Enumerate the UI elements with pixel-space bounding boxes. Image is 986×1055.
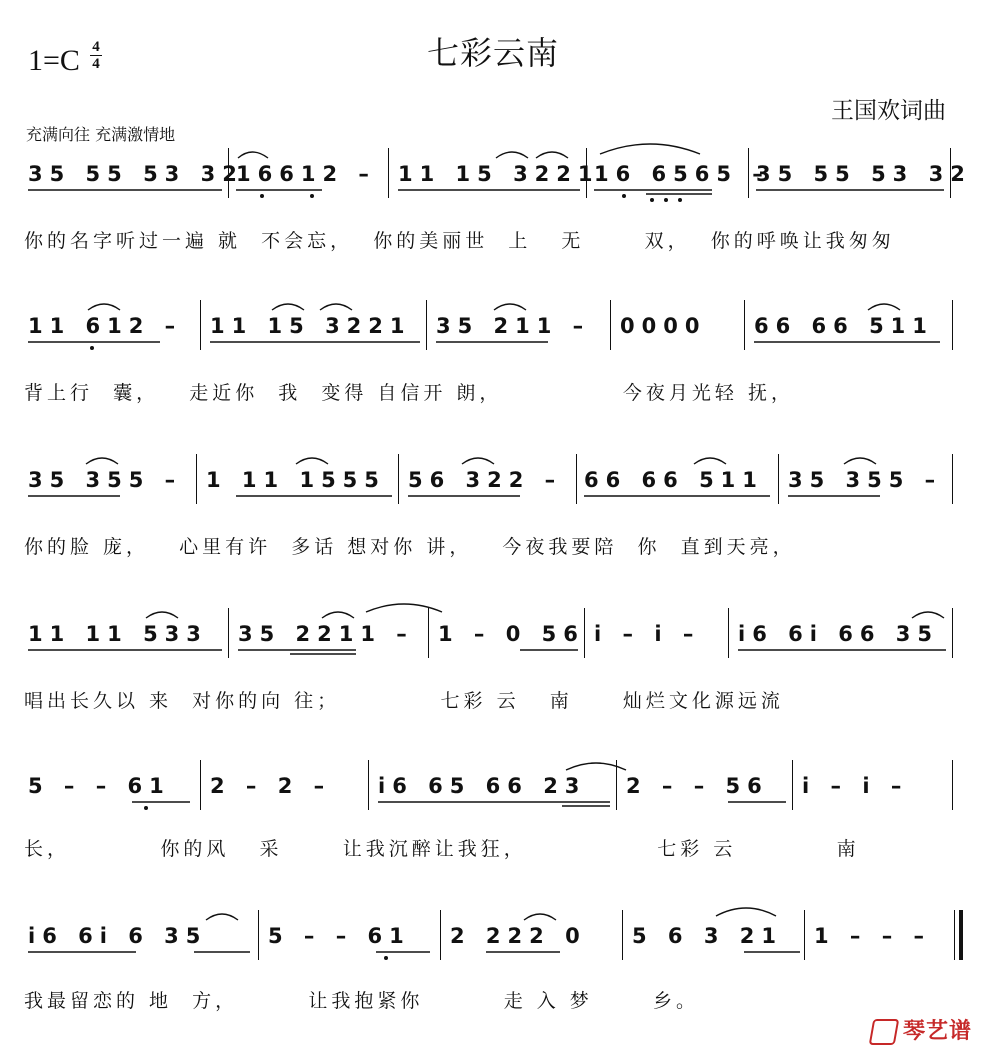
- measure: 1 – – –: [814, 924, 932, 948]
- measure: 16 6565 –: [594, 162, 770, 186]
- measure: 5 – – 61: [268, 924, 411, 948]
- logo-text: 琴艺谱: [902, 1019, 972, 1044]
- measure: 2 – 2 –: [210, 774, 332, 798]
- measure: 16612 –: [236, 162, 376, 186]
- measure: i – i –: [594, 622, 701, 646]
- measure: 0000: [620, 314, 707, 338]
- measure: 35 55 53 32: [28, 162, 244, 186]
- measure: 2 222 0: [450, 924, 587, 948]
- author-credit: 王国欢词曲: [831, 98, 946, 124]
- lyrics-line: 唱出长久以 来 对你的向 往； 七彩 云 南 灿烂文化源远流: [24, 690, 784, 712]
- song-title: 七彩云南: [426, 34, 559, 72]
- measure: 66 66 511: [754, 314, 934, 338]
- measure: 56 322 –: [408, 468, 563, 492]
- measure: 35 55 53 32: [756, 162, 972, 186]
- measure: 2 – – 56: [626, 774, 769, 798]
- logo-mark-icon: [869, 1019, 900, 1045]
- measure: 35 355 –: [28, 468, 183, 492]
- measure: 5 – – 61: [28, 774, 171, 798]
- beam-lines: [28, 190, 946, 952]
- slur-marks: [86, 144, 944, 920]
- tempo-marking: 充满向往 充满激情地: [26, 125, 176, 144]
- lyrics-line: 长， 你的风 采 让我沉醉让我狂， 七彩 云 南: [24, 838, 860, 860]
- measure: i – i –: [802, 774, 909, 798]
- octave-dots: [90, 194, 682, 960]
- measure: i6 65 66 23: [378, 774, 587, 798]
- measure: 11 15 3221: [398, 162, 600, 186]
- measure: 11 612 –: [28, 314, 183, 338]
- measure: 5 6 3 21: [632, 924, 783, 948]
- measure: 35 2211 –: [238, 622, 414, 646]
- key-signature: 1=C: [28, 44, 80, 77]
- measure: i6 6i 66 35: [738, 622, 940, 646]
- measure: 66 66 511: [584, 468, 764, 492]
- lyrics-line: 我最留恋的 地 方， 让我抱紧你 走 入 梦 乡。: [24, 990, 700, 1012]
- time-signature-bottom: 4: [92, 56, 100, 72]
- measure: i6 6i 6 35: [28, 924, 208, 948]
- measure: 11 11 533: [28, 622, 208, 646]
- measure: 35 211 –: [436, 314, 591, 338]
- site-logo: [871, 1014, 972, 1045]
- lyrics-line: 你的名字听过一遍 就 不会忘， 你的美丽世 上 无 双， 你的呼唤让我匆匆: [24, 230, 895, 252]
- measure: 11 15 3221: [210, 314, 412, 338]
- time-signature-top: 4: [92, 39, 100, 55]
- measure: 35 355 –: [788, 468, 943, 492]
- measure: 1 11 1555: [206, 468, 386, 492]
- measure: 1 – 0 56: [438, 622, 585, 646]
- lyrics-line: 你的脸 庞， 心里有许 多话 想对你 讲， 今夜我要陪 你 直到天亮，: [24, 536, 796, 558]
- lyrics-line: 背上行 囊， 走近你 我 变得 自信开 朗， 今夜月光轻 抚，: [24, 382, 794, 404]
